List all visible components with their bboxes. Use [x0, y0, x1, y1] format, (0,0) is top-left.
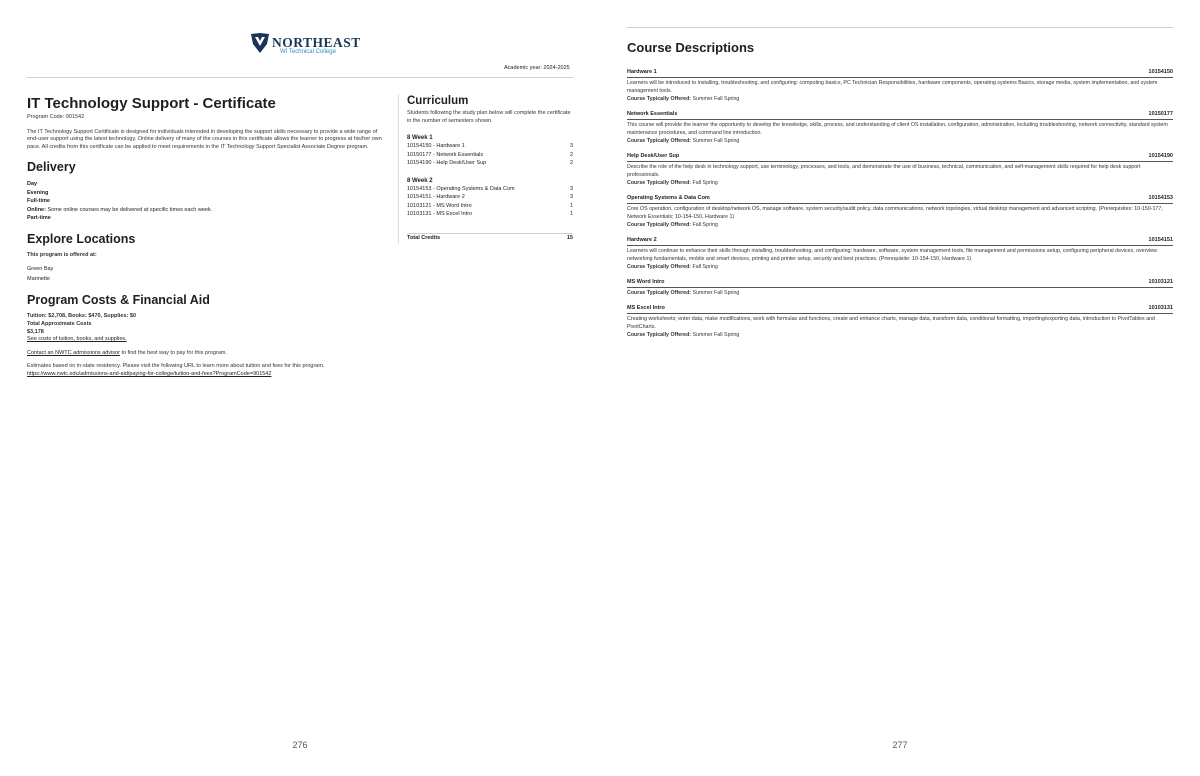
- course-offered: [627, 221, 1173, 229]
- curriculum-row: [407, 210, 573, 219]
- course-header: [627, 153, 1173, 162]
- total-costs-label: Total Approximate Costs: [27, 321, 92, 328]
- course-credits: 3: [569, 143, 573, 150]
- curriculum-divider: [398, 94, 399, 244]
- delivery-item: Day: [27, 181, 38, 188]
- location-item: Green Bay: [27, 266, 54, 273]
- offered-label: Course Typically Offered:: [627, 290, 692, 296]
- course-number: 10103121: [1148, 279, 1173, 285]
- costs-heading: Program Costs & Financial Aid: [27, 293, 210, 308]
- course-name: 10103121 - MS Word Intro: [407, 202, 472, 209]
- total-credits-label: Total Credits: [407, 234, 441, 241]
- course-name: MS Word Intro: [627, 279, 665, 285]
- course-header: [627, 195, 1173, 204]
- curriculum-row: [407, 142, 573, 151]
- course-name: Help Desk/User Sup: [627, 153, 680, 159]
- program-code: Program Code: 901542: [27, 114, 85, 120]
- curriculum-intro: Students following the study plan below will complete the certificate in the number of semesters shown.: [407, 110, 571, 124]
- course-number: 10154151: [1148, 237, 1173, 243]
- course-name: 10154190 - Help Desk/User Sup: [407, 160, 487, 167]
- offered-at-label: This program is offered at:: [27, 251, 97, 258]
- estimates-text: Estimates based on in-state residency. Please visit the following URL to learn more about tuition and fees for this program.: [27, 363, 325, 370]
- logo-subtitle: WI Technical College: [280, 49, 336, 55]
- offered-terms: Summer Fall Spring: [691, 96, 740, 102]
- course-offered: [627, 289, 1173, 297]
- advisor-text: to find the best way to pay for this program.: [119, 349, 227, 356]
- advisor-line: [27, 350, 383, 358]
- curriculum-panel: [400, 94, 573, 241]
- logo-emblem-icon: [250, 32, 270, 54]
- course-name: Hardware 1: [627, 69, 657, 75]
- curriculum-row: [407, 193, 573, 202]
- header-divider: [27, 77, 573, 78]
- course-offered: [627, 137, 1173, 145]
- course-header: [627, 279, 1173, 288]
- course-header: [627, 69, 1173, 78]
- tuition-line: Tuition: $2,708, Books: $470, Supplies: $0: [27, 313, 137, 320]
- course-description: Creating worksheets; enter data, make modifications, work with formulas and functions, create and enhance charts, manage data, transform data, conditional formatting, importing/exporting data, introduction to PivotTables and PivotCharts.: [627, 316, 1155, 330]
- curriculum-row: [407, 151, 573, 160]
- offered-terms: Fall Spring: [691, 180, 718, 186]
- course-credits: 1: [569, 202, 573, 209]
- offered-terms: Summer Fall Spring: [691, 332, 740, 338]
- course-offered: [627, 179, 1173, 187]
- course-number: 10154150: [1148, 69, 1173, 75]
- curriculum-row: [407, 185, 573, 194]
- program-description: The IT Technology Support Certificate is designed for individuals interested in developing the support skills necessary to provide a wide range of end-user support using the latest technology. Online delivery of many of the courses in this certificate allows the learner to progress at his/her own pace. All credits from this certificate can be applied to meet requirements in the IT Technology Support Specialist Associate Degree program.: [27, 128, 382, 150]
- course-description: Learners will be introduced to installing, troubleshooting, and configuring: computing basics, PC Technician Responsibilities, hardware components, operating systems Basics, storage media, system implementation, and system management tools.: [627, 80, 1158, 94]
- offered-terms: Summer Fall Spring: [691, 138, 740, 144]
- course-entry: [627, 237, 1173, 271]
- course-name: 10154153 - Operating Systems & Data Com: [407, 185, 515, 192]
- right-page: [600, 0, 1200, 776]
- program-overview: [27, 95, 383, 379]
- course-credits: 2: [569, 151, 573, 158]
- course-number: 10150177: [1148, 111, 1173, 117]
- advisor-link[interactable]: Contact an NWTC admissions advisor: [27, 349, 120, 356]
- course-name: 10103131 - MS Excel Intro: [407, 211, 473, 218]
- course-credits: 3: [569, 194, 573, 201]
- course-offered: [627, 95, 1173, 103]
- course-name: 10154151 - Hardware 2: [407, 194, 465, 201]
- total-credits-row: [407, 233, 573, 241]
- course-description: Learners will continue to enhance their skills through installing, troubleshooting, and configuring: hardware, software, system management tools, file management and permissions setup, configuring peripheral devices, overview networking fundamentals, mobile and smart devices, printing and printer setup, security and best practices. (Prerequisite: 10-154-150, Hardware 1): [627, 248, 1157, 262]
- course-description: This course will provide the learner the opportunity to develop the knowledge, skills, process, and understanding of client OS installation, configuration, administration, including troubleshooting, network connectivity, standard system maintenance procedures, and command line introduction.: [627, 122, 1168, 136]
- academic-year: Academic year: 2024-2025: [504, 65, 570, 71]
- course-entry: [627, 111, 1173, 145]
- course-name: Operating Systems & Data Com: [627, 195, 710, 201]
- location-item: Marinette: [27, 275, 50, 282]
- course-number: 10154190: [1148, 153, 1173, 159]
- course-entry: [627, 153, 1173, 187]
- delivery-item: Full-time: [27, 198, 50, 205]
- page-number: 276: [292, 740, 308, 750]
- offered-terms: Fall Spring: [691, 222, 718, 228]
- course-entry: [627, 279, 1173, 297]
- college-logo: [250, 30, 370, 58]
- course-description: Describe the role of the help desk in technology support, use terminology, processes, and tools, and demonstrate the use of business, technical, communication, and self-management skills required for help desk support professionals.: [627, 164, 1141, 178]
- course-entry: [627, 305, 1173, 339]
- delivery-list: [27, 180, 383, 223]
- offered-label: Course Typically Offered:: [627, 222, 692, 228]
- week-label: 8 Week 1: [407, 135, 433, 142]
- locations-heading: Explore Locations: [27, 231, 136, 246]
- online-label: Online:: [27, 206, 46, 213]
- course-name: MS Excel Intro: [627, 305, 665, 311]
- course-descriptions-title: Course Descriptions: [627, 40, 755, 55]
- offered-terms: Summer Fall Spring: [691, 290, 740, 296]
- page-number: 277: [892, 740, 908, 750]
- course-offered: [627, 263, 1173, 271]
- total-costs-value: $3,178: [27, 328, 44, 335]
- offered-label: Course Typically Offered:: [627, 332, 692, 338]
- program-title: IT Technology Support - Certificate: [27, 95, 276, 112]
- top-divider: [627, 27, 1173, 28]
- offered-label: Course Typically Offered:: [627, 138, 692, 144]
- course-entry: [627, 195, 1173, 229]
- delivery-heading: Delivery: [27, 160, 76, 175]
- course-name: Hardware 2: [627, 237, 657, 243]
- course-header: [627, 111, 1173, 120]
- course-number: 10154153: [1148, 195, 1173, 201]
- course-credits: 3: [569, 185, 573, 192]
- course-name: 10154150 - Hardware 1: [407, 143, 465, 150]
- location-list: [27, 265, 383, 284]
- curriculum-row: [407, 202, 573, 211]
- course-number: 10103131: [1148, 305, 1173, 311]
- total-credits-value: 15: [566, 234, 573, 241]
- delivery-item: Evening: [27, 189, 49, 196]
- course-credits: 2: [569, 160, 573, 167]
- offered-label: Course Typically Offered:: [627, 180, 692, 186]
- curriculum-row: [407, 159, 573, 168]
- delivery-item: Part-time: [27, 215, 51, 222]
- delivery-online: [27, 206, 383, 215]
- course-name: 10150177 - Network Essentials: [407, 151, 484, 158]
- course-name: Network Essentials: [627, 111, 678, 117]
- week-label: 8 Week 2: [407, 177, 433, 184]
- offered-label: Course Typically Offered:: [627, 96, 692, 102]
- course-list: [627, 69, 1173, 347]
- course-header: [627, 305, 1173, 314]
- offered-terms: Fall Spring: [691, 264, 718, 270]
- course-header: [627, 237, 1173, 246]
- online-text: Some online courses may be delivered at specific times each week.: [45, 206, 213, 213]
- tuition-url-link[interactable]: https://www.nwtc.edu/admissions-and-aid/paying-for-college/tuition-and-fees?ProgramCode=901542: [27, 371, 272, 378]
- curriculum-heading: Curriculum: [407, 95, 469, 107]
- logo-word: NORTHEAST: [272, 35, 361, 50]
- course-credits: 1: [569, 211, 573, 218]
- course-entry: [627, 69, 1173, 103]
- offered-label: Course Typically Offered:: [627, 264, 692, 270]
- course-offered: [627, 331, 1173, 339]
- see-costs-link[interactable]: See costs of tuition, books, and supplies.: [27, 336, 127, 343]
- course-description: Core OS operation, configuration of desktop/network OS, manage software, system security/audit policy, data communications, network topologies, virtual desktop management and advanced scripting. (Prerequisites: 10-150-177, Network Essentials; 10-154-150, Hardware 1): [627, 206, 1163, 220]
